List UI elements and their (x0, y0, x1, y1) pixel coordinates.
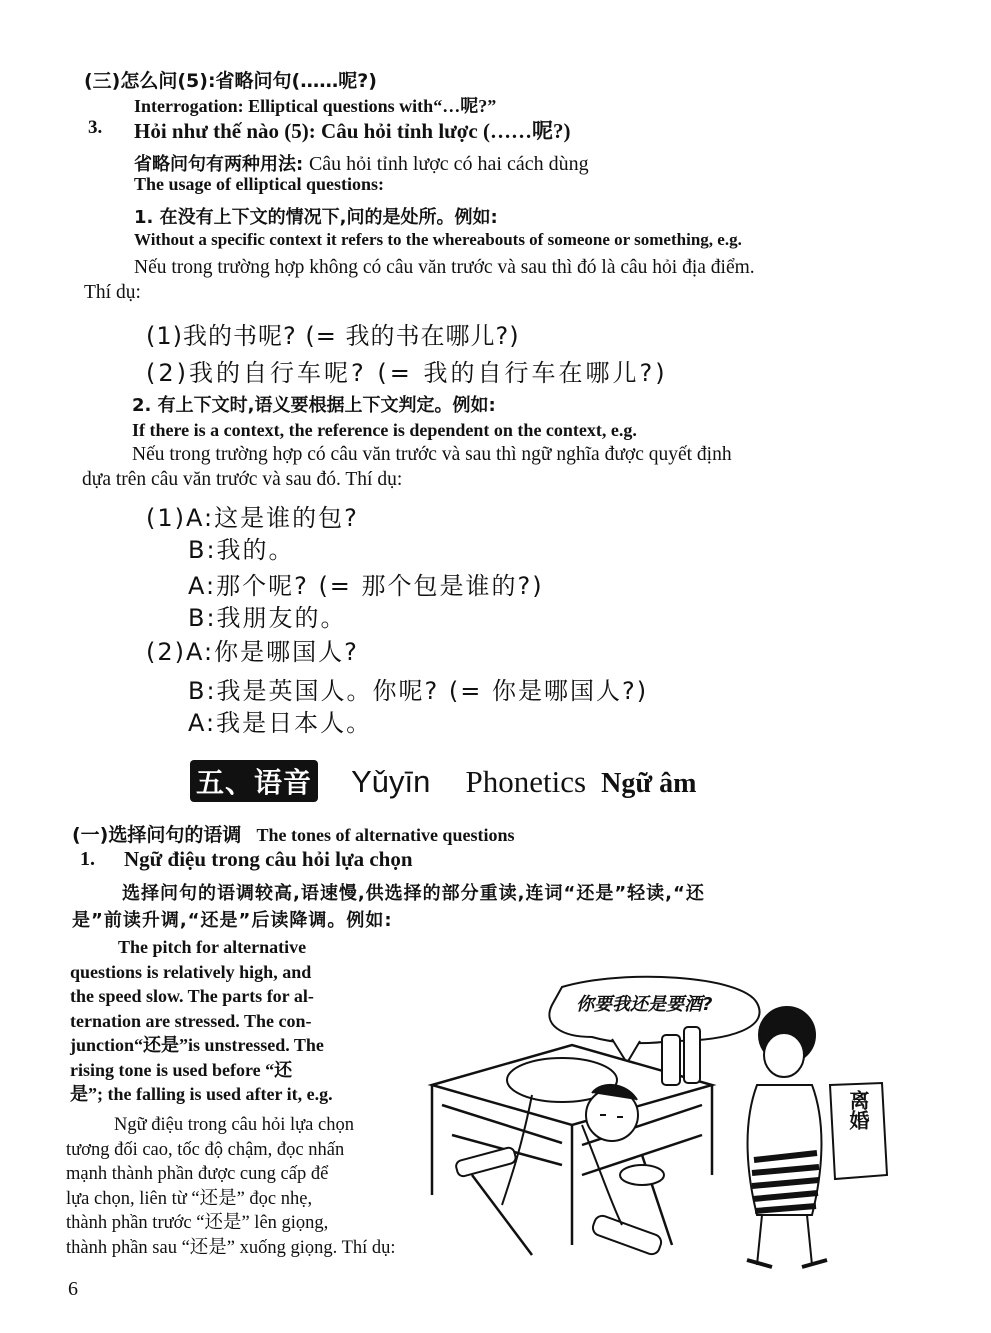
dialogue-line: B:我是英国人。你呢? (= 你是哪国人?) (188, 677, 649, 705)
rule1-en: Without a specific context it refers to the whereabouts of someone or something, e.g. (134, 230, 742, 249)
phonetics-number: 1. (80, 848, 95, 870)
rule1-vi-line2: Thí dụ: (84, 282, 141, 303)
phonetics-en-line: The pitch for alternative (118, 937, 307, 957)
usage-line (134, 150, 589, 176)
phonetics-vi-line: Ngữ điệu trong câu hỏi lựa chọn (114, 1115, 354, 1135)
dialogue-line: B:我的。 (188, 536, 295, 564)
usage-vi: Câu hỏi tỉnh lược có hai cách dùng (308, 153, 589, 175)
section-header-pinyin: Yǔyīn (351, 764, 431, 799)
section-header-en: Phonetics (465, 764, 587, 799)
dialogue-line: A:我是日本人。 (188, 709, 373, 737)
phonetics-en-line: the speed slow. The parts for al- (70, 986, 314, 1006)
phonetics-desc-zh-line2: 是”前读升调,“还是”后读降调。例如: (72, 910, 393, 931)
usage-zh: 省略问句有两种用法: (134, 154, 304, 175)
rule2-en: If there is a context, the reference is dependent on the context, e.g. (132, 420, 637, 440)
speech-bubble-text: 你要我还是要酒? (576, 994, 713, 1015)
section-header (190, 760, 697, 802)
section-header-zh: 五、语音 (190, 760, 318, 802)
rule1-vi-line1: Nếu trong trường hợp không có câu văn trước và sau thì đó là câu hỏi địa điểm. (134, 257, 755, 278)
phonetics-en-line: junction“还是”is unstressed. The (70, 1035, 324, 1055)
phonetics-vi-line: thành phần sau “还是” xuống giọng. Thí dụ: (66, 1237, 396, 1258)
phonetics-en-line: ternation are stressed. The con- (70, 1010, 312, 1031)
section-title-zh: (三)怎么问(5):省略问句(……呢?) (84, 70, 377, 92)
phonetics-title-vi: Ngữ điệu trong câu hỏi lựa chọn (124, 847, 413, 871)
rule2-zh: 2. 有上下文时,语义要根据上下文判定。例如: (132, 395, 496, 416)
rule1-zh: 1. 在没有上下文的情况下,问的是处所。例如: (134, 207, 498, 228)
usage-en: The usage of elliptical questions: (134, 174, 385, 194)
dialogue-line: B:我朋友的。 (188, 604, 347, 632)
woman-drawing (747, 1007, 827, 1267)
rule2-vi-line2: dựa trên câu văn trước và sau đó. Thí dụ: (82, 469, 403, 490)
dialogue-line: (2)A:你是哪国人? (146, 638, 359, 666)
example-1-2: (2)我的自行车呢? (= 我的自行车在哪儿?) (146, 359, 668, 387)
phonetics-vi-line: tương đối cao, tốc độ chậm, đọc nhấn (66, 1139, 345, 1160)
phonetics-en-column (70, 935, 395, 1107)
example-1-1: (1)我的书呢? (= 我的书在哪儿?) (146, 322, 520, 350)
section-title-vi: Hỏi như thế nào (5): Câu hỏi tỉnh lược (……呢?) (134, 119, 571, 143)
phonetics-vi-line: thành phần trước “还是” lên giọng, (66, 1213, 329, 1233)
divorce-sign-text: 离婚 (846, 1090, 870, 1130)
page-number: 6 (68, 1278, 78, 1300)
phonetics-en-line: questions is relatively high, and (70, 961, 312, 982)
rule2-vi-line1: Nếu trong trường hợp có câu văn trước và sau thì ngữ nghĩa được quyết định (132, 444, 732, 465)
phonetics-title-en: The tones of alternative questions (256, 825, 515, 845)
section-number: 3. (88, 117, 103, 138)
dialogue-line: A:那个呢? (= 那个包是谁的?) (188, 572, 544, 600)
phonetics-en-line: rising tone is used before “还 (70, 1059, 293, 1080)
phonetics-vi-line: mạnh thành phần được cung cấp để (66, 1164, 329, 1184)
phonetics-en-line: 是”; the falling is used after it, e.g. (70, 1084, 333, 1104)
phonetics-vi-line: lựa chọn, liên từ “还是” đọc nhẹ, (66, 1188, 313, 1209)
phonetics-title-zh: (一)选择问句的语调 (72, 824, 242, 846)
phonetics-title (72, 820, 514, 847)
dialogue-line: (1)A:这是谁的包? (146, 504, 359, 532)
phonetics-desc-zh-line1: 选择问句的语调较高,语速慢,供选择的部分重读,连词“还是”轻读,“还 (122, 883, 705, 904)
section-title-en: Interrogation: Elliptical questions with“…呢?” (134, 96, 497, 116)
section-header-vi: Ngữ âm (601, 768, 697, 799)
